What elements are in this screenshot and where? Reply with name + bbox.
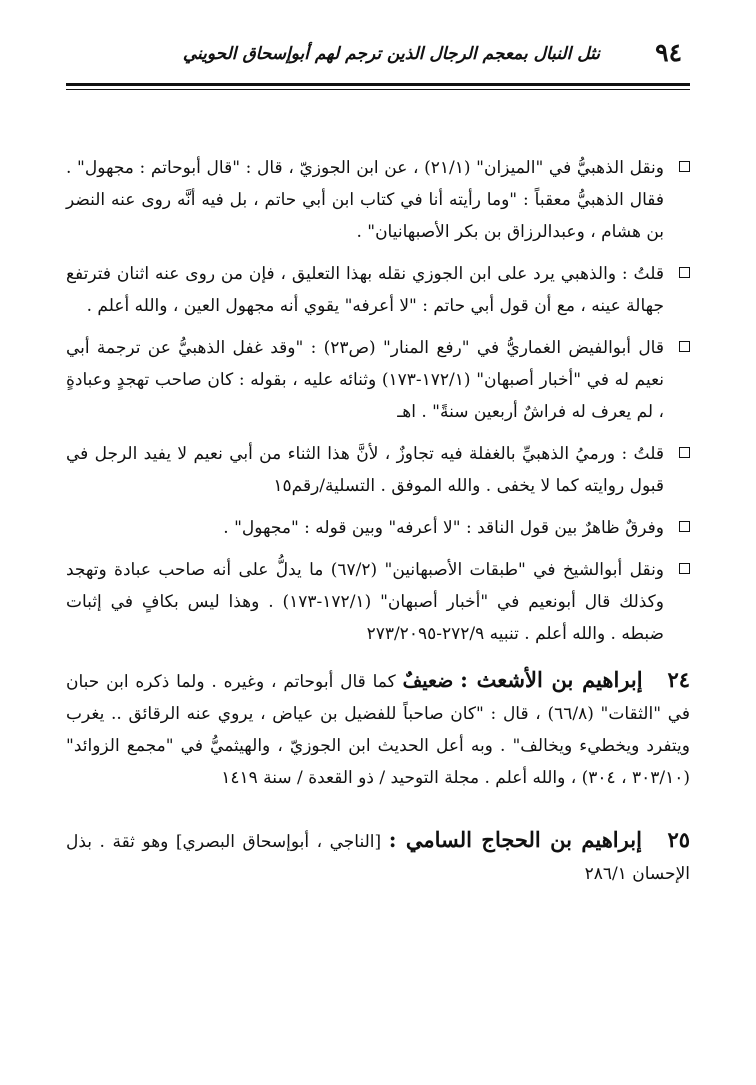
entry-number: ٢٤ bbox=[667, 667, 690, 692]
entry-number: ٢٥ bbox=[667, 827, 691, 852]
bullet-paragraph bbox=[66, 438, 690, 502]
bullet-text: قال أبوالفيض الغماريُّ في "رفع المنار" (ص٢٣) : "وقد غفل الذهبيُّ عن ترجمة أبي نعيم له في "أخبار أصبهان" (١٧٢/١-١٧٣) وثنائه عليه ، بقوله : كان صاحب تهجدٍ وعبادةٍ ، لم يعرف له فراشٌ أربعين سنةً" . اهـ bbox=[66, 338, 665, 422]
square-bullet-icon bbox=[679, 447, 690, 458]
page-body bbox=[66, 152, 690, 900]
bullet-text: ونقل أبوالشيخ في "طبقات الأصبهانين" (٦٧/٢) ما يدلُّ على أنه صاحب عبادة وتهجد وكذلك قال أبونعيم في "أخبار أصبهان" (١٧٢/١-١٧٣) . وهذا ليس بكافٍ في إثبات ضبطه . والله أعلم . تنبيه ٢٧٢/٩-٢٧٣/٢٠٩٥ bbox=[66, 560, 665, 644]
bullet-paragraph bbox=[66, 554, 690, 650]
square-bullet-icon bbox=[679, 267, 690, 278]
square-bullet-icon bbox=[679, 521, 690, 532]
bullet-paragraph bbox=[66, 512, 690, 544]
header-rule-thin bbox=[66, 89, 690, 90]
entry-25 bbox=[66, 824, 690, 890]
bullet-paragraph bbox=[66, 258, 690, 322]
bullet-paragraph bbox=[66, 152, 690, 248]
header-rule-thick bbox=[66, 83, 690, 86]
square-bullet-icon bbox=[679, 341, 690, 352]
bullet-text: ونقل الذهبيُّ في "الميزان" (٢١/١) ، عن ابن الجوزيّ ، قال : "قال أبوحاتم : مجهول" . فقال الذهبيُّ معقباً : "وما رأيته أنا في كتاب ابن أبي حاتم ، بل فيه أنَّه روى عنه النضر بن هشام ، وعبدالرزاق بن بكر الأصبهانيان" . bbox=[66, 158, 664, 242]
entry-verdict: ضعيفٌ bbox=[402, 670, 454, 692]
bullet-text: قلتُ : والذهبي يرد على ابن الجوزي نقله بهذا التعليق ، فإن من روى عنه اثنان فترتفع جهالة عينه ، مع أن قول أبي حاتم : "لا أعرفه" يقوي أنه مجهول العين ، والله أعلم . bbox=[66, 264, 664, 316]
bullet-paragraph bbox=[66, 332, 690, 428]
entry-name: إبراهيم بن الحجاج السامي : bbox=[388, 827, 642, 852]
entry-name: إبراهيم بن الأشعث : bbox=[460, 667, 643, 692]
square-bullet-icon bbox=[679, 563, 690, 574]
entry-text: كما قال أبوحاتم ، وغيره . ولما ذكره ابن حبان في "الثقات" (٦٦/٨) ، قال : "كان صاحباً للفضيل بن عياض ، يروي عنه الرقائق .. يغرب ويتفرد ويخطيء ويخالف" . وبه أعل الحديث ابن الجوزيّ ، والهيثميُّ في "مجمع الزوائد" (٣٠٣/١٠ ، ٣٠٤) ، والله أعلم . مجلة التوحيد / ذو القعدة / سنة ١٤١٩ bbox=[66, 672, 690, 788]
running-title: نثل النبال بمعجم الرجال الذين ترجم لهم أبوإسحاق الحويني bbox=[182, 44, 600, 64]
page-number: ٩٤ bbox=[655, 38, 682, 67]
entry-24 bbox=[66, 664, 690, 794]
entry-text: [الناجي ، أبوإسحاق البصري] وهو ثقة . بذل الإحسان ٢٨٦/١ bbox=[66, 832, 690, 884]
bullet-text: وفرقٌ ظاهرٌ بين قول الناقد : "لا أعرفه" وبين قوله : "مجهول" . bbox=[223, 518, 664, 538]
bullet-text: قلتُ : ورميُ الذهبيِّ بالغفلة فيه تجاوزٌ ، لأنَّ هذا الثناء من أبي نعيم لا يفيد الرجل في قبول روايته كما لا يخفى . والله الموفق . التسلية/رقم١٥ bbox=[66, 444, 664, 496]
square-bullet-icon bbox=[679, 161, 690, 172]
page-header bbox=[66, 30, 690, 78]
